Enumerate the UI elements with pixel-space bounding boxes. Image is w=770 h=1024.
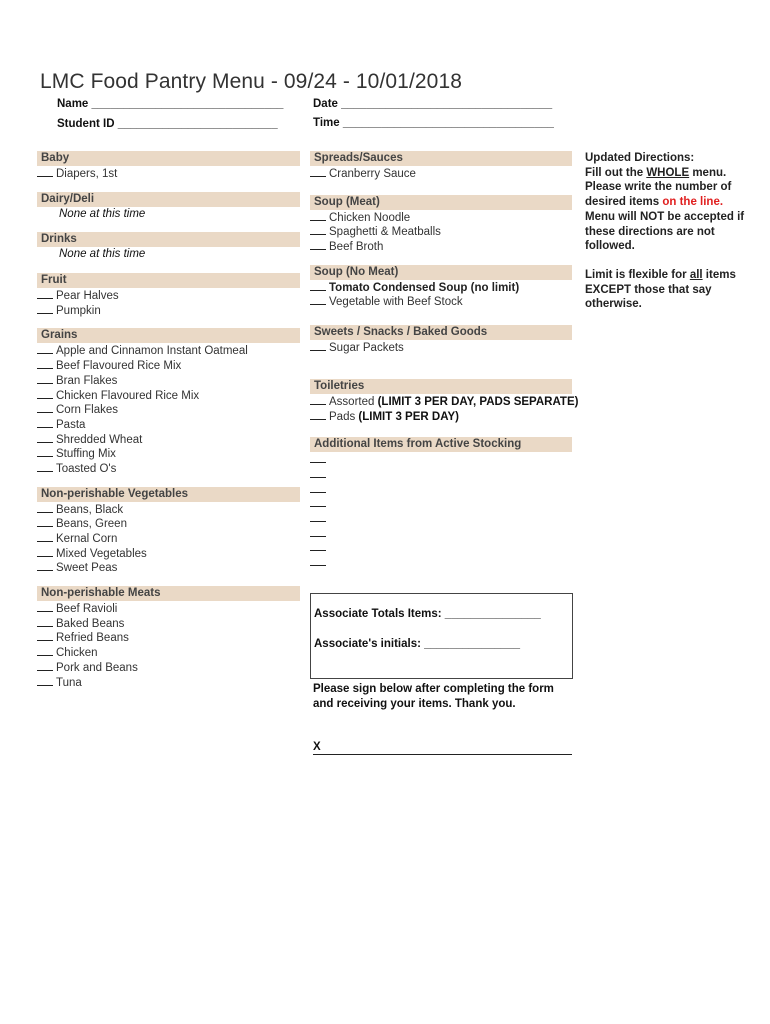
item-label: Pads bbox=[329, 410, 356, 423]
item-row bbox=[37, 516, 300, 531]
item-row bbox=[37, 502, 300, 517]
section-heading: Toiletries bbox=[310, 379, 572, 394]
item-label: Chicken bbox=[56, 647, 98, 660]
quantity-blank[interactable] bbox=[310, 239, 326, 250]
quantity-blank[interactable] bbox=[37, 546, 53, 557]
item-row bbox=[310, 340, 572, 355]
section-additional bbox=[310, 437, 572, 570]
none-note: None at this time bbox=[59, 207, 146, 220]
page-title: LMC Food Pantry Menu - 09/24 - 10/01/2018 bbox=[40, 70, 463, 93]
item-label: Beans, Black bbox=[56, 503, 124, 516]
none-note: None at this time bbox=[59, 248, 146, 261]
directions-text: Menu will NOT be accepted if these directions are not followed. bbox=[585, 210, 745, 253]
blank-row bbox=[310, 511, 572, 526]
quantity-blank[interactable] bbox=[37, 358, 53, 369]
quantity-blank[interactable] bbox=[310, 482, 326, 493]
blank-row bbox=[310, 452, 572, 467]
student-id-field[interactable]: Student ID _________________________ bbox=[57, 118, 278, 130]
item-label: Refried Beans bbox=[56, 632, 129, 645]
quantity-blank[interactable] bbox=[37, 601, 53, 612]
item-row bbox=[310, 294, 572, 309]
item-label: Spaghetti & Meatballs bbox=[329, 226, 441, 239]
quantity-blank[interactable] bbox=[37, 645, 53, 656]
limit-text: items EXCEPT those that say otherwise. bbox=[585, 268, 736, 311]
item-label: Pork and Beans bbox=[56, 661, 138, 674]
item-row bbox=[37, 358, 300, 373]
item-label: Pumpkin bbox=[56, 304, 101, 317]
quantity-blank[interactable] bbox=[310, 210, 326, 221]
section-heading: Drinks bbox=[37, 232, 300, 247]
item-label: Beef Ravioli bbox=[56, 603, 118, 616]
section-heading: Sweets / Snacks / Baked Goods bbox=[310, 325, 572, 340]
item-row bbox=[37, 446, 300, 461]
blank-row bbox=[310, 526, 572, 541]
section-dairy bbox=[37, 192, 300, 222]
limit-emphasis: all bbox=[689, 268, 703, 281]
limit-text: Limit is flexible for bbox=[585, 268, 690, 281]
item-row bbox=[37, 388, 300, 403]
item-row bbox=[37, 531, 300, 546]
quantity-blank[interactable] bbox=[37, 417, 53, 428]
item-row bbox=[310, 166, 572, 181]
associate-initials-field[interactable]: Associate's initials: _______________ bbox=[314, 638, 521, 650]
section-drinks bbox=[37, 232, 300, 262]
quantity-blank[interactable] bbox=[310, 496, 326, 507]
item-label: Cranberry Sauce bbox=[329, 168, 416, 180]
directions-panel bbox=[585, 151, 750, 312]
quantity-blank[interactable] bbox=[37, 516, 53, 527]
associate-totals-field[interactable]: Associate Totals Items: _______________ bbox=[314, 608, 541, 620]
item-row bbox=[310, 210, 572, 225]
quantity-blank[interactable] bbox=[37, 446, 53, 457]
item-row bbox=[310, 280, 572, 295]
section-heading: Additional Items from Active Stocking bbox=[310, 437, 572, 452]
quantity-blank[interactable] bbox=[37, 531, 53, 542]
quantity-blank[interactable] bbox=[37, 432, 53, 443]
quantity-blank[interactable] bbox=[37, 461, 53, 472]
item-label: Chicken Flavoured Rice Mix bbox=[56, 389, 200, 402]
quantity-blank[interactable] bbox=[310, 467, 326, 478]
quantity-blank[interactable] bbox=[37, 373, 53, 384]
item-row bbox=[310, 239, 572, 254]
item-row bbox=[37, 601, 300, 616]
section-baby bbox=[37, 151, 300, 181]
quantity-blank[interactable] bbox=[37, 288, 53, 299]
signature-x: X bbox=[313, 741, 321, 753]
item-row bbox=[37, 630, 300, 645]
quantity-blank[interactable] bbox=[310, 526, 326, 537]
item-label: Tomato Condensed Soup (no limit) bbox=[329, 281, 520, 294]
limit-note: (LIMIT 3 PER DAY, PADS SEPARATE) bbox=[377, 395, 579, 408]
item-row bbox=[37, 560, 300, 575]
section-sweets bbox=[310, 325, 572, 355]
middle-column bbox=[310, 151, 579, 581]
item-label: Beef Flavoured Rice Mix bbox=[56, 360, 182, 373]
section-soup-no-meat bbox=[310, 265, 572, 309]
quantity-blank[interactable] bbox=[37, 166, 53, 177]
item-label: Stuffing Mix bbox=[56, 448, 116, 461]
item-row bbox=[37, 343, 300, 358]
quantity-blank[interactable] bbox=[37, 660, 53, 671]
section-grains bbox=[37, 328, 300, 475]
sign-note: Please sign below after completing the form and receiving your items. Thank you. bbox=[313, 683, 554, 710]
blank-row bbox=[310, 496, 572, 511]
quantity-blank[interactable] bbox=[310, 555, 326, 566]
item-label: Apple and Cinnamon Instant Oatmeal bbox=[56, 345, 248, 358]
item-label: Tuna bbox=[56, 676, 82, 689]
section-meats bbox=[37, 586, 300, 689]
item-label: Pear Halves bbox=[56, 290, 119, 303]
quantity-blank[interactable] bbox=[37, 343, 53, 354]
item-row bbox=[37, 645, 300, 660]
item-label: Diapers, 1st bbox=[56, 168, 118, 180]
limit-note: (LIMIT 3 PER DAY) bbox=[358, 410, 459, 423]
directions-highlight: on the line. bbox=[662, 196, 724, 209]
section-toiletries bbox=[310, 379, 579, 423]
item-label: Assorted bbox=[329, 395, 375, 408]
quantity-blank[interactable] bbox=[37, 630, 53, 641]
blank-row bbox=[310, 555, 572, 570]
section-heading: Grains bbox=[37, 328, 300, 343]
blank-row bbox=[310, 467, 572, 482]
directions-paragraph bbox=[585, 166, 750, 254]
item-label: Beans, Green bbox=[56, 518, 127, 531]
section-heading: Non-perishable Vegetables bbox=[37, 487, 300, 502]
item-row bbox=[37, 660, 300, 675]
section-heading: Dairy/Deli bbox=[37, 192, 300, 207]
item-row bbox=[37, 373, 300, 388]
section-fruit bbox=[37, 273, 300, 317]
quantity-blank[interactable] bbox=[310, 452, 326, 463]
name-field[interactable]: Name ______________________________ bbox=[57, 98, 284, 110]
blank-row bbox=[310, 482, 572, 497]
quantity-blank[interactable] bbox=[310, 340, 326, 351]
quantity-blank[interactable] bbox=[37, 675, 53, 686]
quantity-blank[interactable] bbox=[310, 166, 326, 177]
item-label: Shredded Wheat bbox=[56, 433, 143, 446]
directions-emphasis: WHOLE bbox=[646, 166, 690, 179]
item-row bbox=[37, 417, 300, 432]
section-heading: Fruit bbox=[37, 273, 300, 288]
section-heading: Non-perishable Meats bbox=[37, 586, 300, 601]
item-row bbox=[37, 461, 300, 476]
item-row bbox=[37, 303, 300, 318]
directions-text: Fill out the bbox=[585, 166, 647, 179]
item-row bbox=[37, 675, 300, 690]
limit-paragraph bbox=[585, 268, 750, 312]
directions-title: Updated Directions: bbox=[585, 152, 695, 164]
item-row bbox=[37, 616, 300, 631]
quantity-blank[interactable] bbox=[310, 224, 326, 235]
time-field[interactable]: Time _________________________________ bbox=[313, 117, 554, 129]
quantity-blank[interactable] bbox=[310, 540, 326, 551]
directions-text: menu. Please write the number of desired items bbox=[585, 166, 732, 209]
item-label: Toasted O's bbox=[56, 462, 117, 475]
section-heading: Spreads/Sauces bbox=[310, 151, 572, 166]
left-column bbox=[37, 151, 300, 700]
item-label: Bran Flakes bbox=[56, 374, 118, 387]
item-label: Corn Flakes bbox=[56, 404, 118, 417]
quantity-blank[interactable] bbox=[310, 294, 326, 305]
item-label: Vegetable with Beef Stock bbox=[329, 296, 463, 309]
item-row bbox=[310, 394, 579, 409]
quantity-blank[interactable] bbox=[37, 616, 53, 627]
item-row bbox=[310, 409, 572, 424]
item-label: Baked Beans bbox=[56, 617, 125, 630]
quantity-blank[interactable] bbox=[310, 409, 326, 420]
section-heading: Baby bbox=[37, 151, 300, 166]
section-heading: Soup (Meat) bbox=[310, 195, 572, 210]
item-row bbox=[37, 432, 300, 447]
blank-row bbox=[310, 540, 572, 555]
quantity-blank[interactable] bbox=[37, 502, 53, 513]
quantity-blank[interactable] bbox=[37, 560, 53, 571]
item-row bbox=[37, 546, 300, 561]
item-row bbox=[37, 402, 300, 417]
item-row bbox=[37, 166, 300, 181]
item-label: Beef Broth bbox=[329, 241, 384, 254]
item-label: Sweet Peas bbox=[56, 562, 118, 575]
date-field[interactable]: Date _________________________________ bbox=[313, 98, 553, 110]
item-row bbox=[310, 224, 572, 239]
quantity-blank[interactable] bbox=[310, 280, 326, 291]
section-vegetables bbox=[37, 487, 300, 575]
section-soup-meat bbox=[310, 195, 572, 254]
quantity-blank[interactable] bbox=[37, 388, 53, 399]
signature-line[interactable] bbox=[313, 741, 572, 755]
item-label: Pasta bbox=[56, 418, 86, 431]
section-spreads bbox=[310, 151, 572, 181]
item-row bbox=[37, 288, 300, 303]
associate-box bbox=[310, 593, 573, 679]
quantity-blank[interactable] bbox=[310, 394, 326, 405]
item-label: Mixed Vegetables bbox=[56, 547, 147, 560]
item-label: Chicken Noodle bbox=[329, 211, 411, 224]
item-label: Sugar Packets bbox=[329, 342, 404, 355]
item-label: Kernal Corn bbox=[56, 533, 118, 545]
quantity-blank[interactable] bbox=[310, 511, 326, 522]
quantity-blank[interactable] bbox=[37, 303, 53, 314]
quantity-blank[interactable] bbox=[37, 402, 53, 413]
section-heading: Soup (No Meat) bbox=[310, 265, 572, 280]
